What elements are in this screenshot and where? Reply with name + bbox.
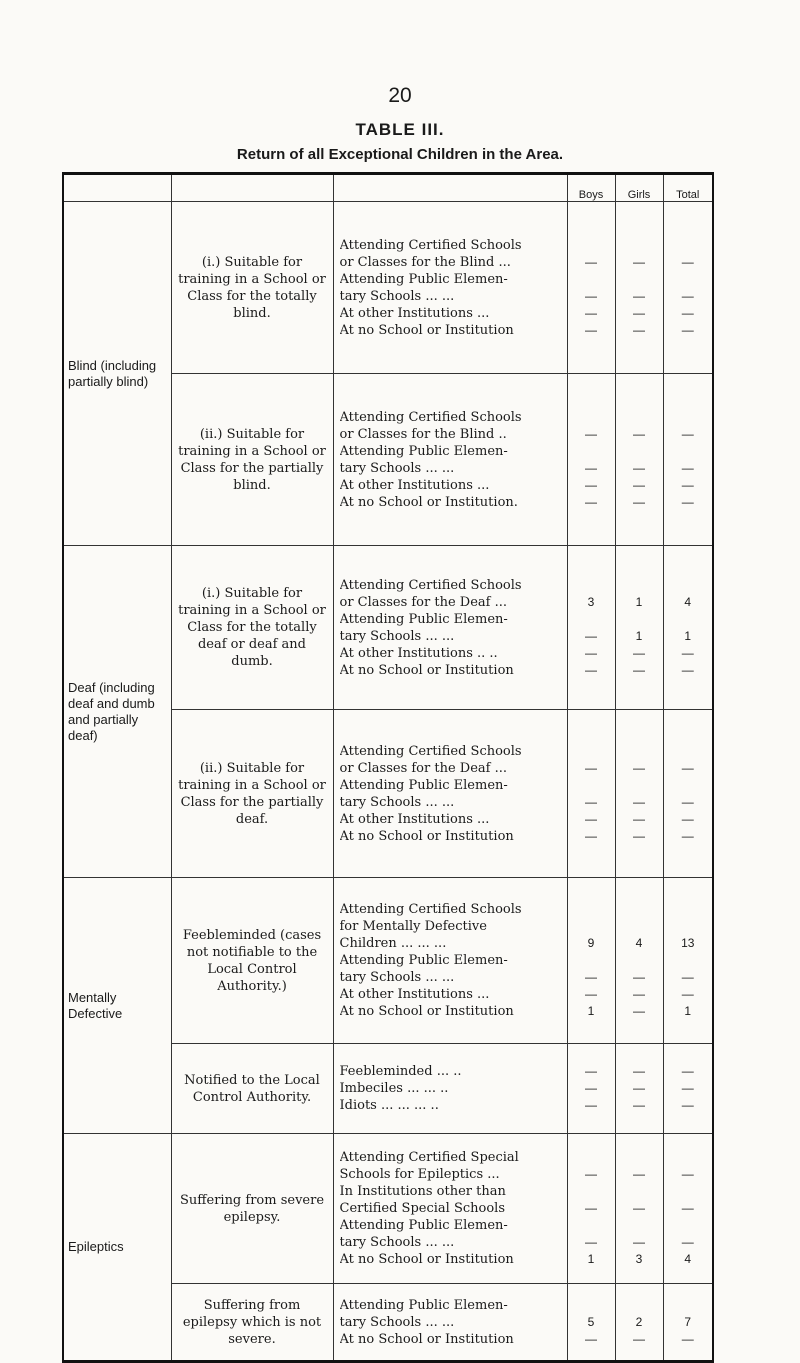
table-row bbox=[63, 1134, 713, 1284]
attendance-line: Attending Public Elemen- bbox=[339, 1297, 508, 1313]
header-row bbox=[63, 174, 713, 202]
attendance-line: Attending Certified Schools bbox=[339, 902, 522, 917]
attendance-line: In Institutions other than bbox=[339, 1184, 506, 1199]
attendance-list bbox=[333, 1134, 567, 1284]
attendance-line: Attending Certified Schools bbox=[339, 743, 522, 759]
attendance-list bbox=[333, 878, 567, 1044]
girls-cell: 1 1 — — bbox=[615, 546, 663, 710]
attendance-list bbox=[333, 1284, 567, 1362]
attendance-line: At other Institutions ... bbox=[339, 477, 490, 493]
attendance-list bbox=[333, 710, 567, 878]
girls-cell: — — — — bbox=[615, 374, 663, 546]
header-girls: Girls bbox=[615, 174, 663, 202]
attendance-line: Attending Public Elemen- bbox=[339, 611, 508, 627]
category-epileptics: Epileptics bbox=[63, 1134, 171, 1362]
attendance-line: At no School or Institution bbox=[339, 1331, 514, 1347]
table-row bbox=[63, 878, 713, 1044]
attendance-line: tary Schools ... ... bbox=[339, 628, 455, 644]
attendance-line: Attending Certified Schools bbox=[339, 409, 522, 425]
attendance-line: tary Schools ... ... bbox=[339, 288, 455, 304]
header-boys: Boys bbox=[567, 174, 615, 202]
category-blind: Blind (including partially blind) bbox=[63, 202, 171, 546]
category-mentally-defective: Mentally Defective bbox=[63, 878, 171, 1134]
girls-cell: — — — 3 bbox=[615, 1134, 663, 1284]
attendance-list bbox=[333, 202, 567, 374]
attendance-line: tary Schools ... ... bbox=[339, 1235, 455, 1250]
condition-severe-epilepsy: Suffering from severe epilepsy. bbox=[171, 1134, 333, 1284]
girls-cell: 4 — — — bbox=[615, 878, 663, 1044]
attendance-line: At other Institutions .. .. bbox=[339, 645, 498, 661]
attendance-line: or Classes for the Deaf ... bbox=[339, 760, 507, 776]
attendance-line: Attending Public Elemen- bbox=[339, 777, 508, 793]
total-cell: — — — — bbox=[663, 374, 713, 546]
header-total: Total bbox=[663, 174, 713, 202]
girls-cell: — — — — bbox=[615, 202, 663, 374]
attendance-line: tary Schools ... ... bbox=[339, 460, 455, 476]
attendance-line: or Classes for the Blind .. bbox=[339, 426, 507, 442]
attendance-line: Idiots ... ... ... .. bbox=[339, 1098, 439, 1113]
attendance-line: Schools for Epileptics ... bbox=[339, 1167, 500, 1182]
boys-cell: — — — — bbox=[567, 710, 615, 878]
attendance-line: Certified Special Schools bbox=[339, 1201, 505, 1216]
boys-cell: — — — bbox=[567, 1044, 615, 1134]
boys-cell: — — — — bbox=[567, 374, 615, 546]
girls-cell: — — — bbox=[615, 1044, 663, 1134]
attendance-line: Imbeciles ... ... .. bbox=[339, 1081, 449, 1096]
attendance-line: Attending Public Elemen- bbox=[339, 271, 508, 287]
attendance-line: At other Institutions ... bbox=[339, 811, 490, 827]
total-cell: 4 1 — — bbox=[663, 546, 713, 710]
header-blank-1 bbox=[63, 174, 171, 202]
boys-cell: — — — — bbox=[567, 202, 615, 374]
attendance-list bbox=[333, 1044, 567, 1134]
total-cell: — — — — bbox=[663, 202, 713, 374]
attendance-line: or Classes for the Blind ... bbox=[339, 254, 511, 270]
boys-cell: — — — 1 bbox=[567, 1134, 615, 1284]
condition-blind-total: (i.) Suitable for training in a School or Class for the totally blind. bbox=[171, 202, 333, 374]
exceptional-children-table bbox=[62, 172, 714, 1363]
attendance-line: At no School or Institution bbox=[339, 1252, 514, 1267]
attendance-line: At no School or Institution. bbox=[339, 494, 518, 510]
attendance-line: tary Schools ... ... bbox=[339, 970, 455, 985]
attendance-line: Attending Public Elemen- bbox=[339, 953, 508, 968]
attendance-line: At no School or Institution bbox=[339, 322, 514, 338]
total-cell: 7 — bbox=[663, 1284, 713, 1362]
condition-notified: Notified to the Local Control Authority. bbox=[171, 1044, 333, 1134]
total-cell: — — — 4 bbox=[663, 1134, 713, 1284]
condition-deaf-total: (i.) Suitable for training in a School or Class for the totally deaf or deaf and dumb. bbox=[171, 546, 333, 710]
boys-cell: 9 — — 1 bbox=[567, 878, 615, 1044]
attendance-line: Children ... ... ... bbox=[339, 936, 447, 951]
condition-feebleminded: Feebleminded (cases not notifiable to the Local Control Authority.) bbox=[171, 878, 333, 1044]
attendance-line: At no School or Institution bbox=[339, 828, 514, 844]
attendance-line: or Classes for the Deaf ... bbox=[339, 594, 507, 610]
attendance-line: At no School or Institution bbox=[339, 662, 514, 678]
attendance-line: Attending Public Elemen- bbox=[339, 443, 508, 459]
table-row bbox=[63, 546, 713, 710]
attendance-line: tary Schools ... ... bbox=[339, 794, 455, 810]
condition-not-severe-epilepsy: Suffering from epilepsy which is not severe. bbox=[171, 1284, 333, 1362]
page-number: 20 bbox=[388, 84, 412, 107]
attendance-list bbox=[333, 546, 567, 710]
attendance-line: Feebleminded ... .. bbox=[339, 1064, 462, 1079]
attendance-line: Attending Certified Special bbox=[339, 1150, 519, 1165]
attendance-line: Attending Certified Schools bbox=[339, 577, 522, 593]
header-blank-2 bbox=[171, 174, 333, 202]
header-blank-3 bbox=[333, 174, 567, 202]
attendance-line: tary Schools ... ... bbox=[339, 1314, 455, 1330]
girls-cell: 2 — bbox=[615, 1284, 663, 1362]
table-subtitle: Return of all Exceptional Children in the Area. bbox=[236, 146, 564, 163]
attendance-line: At no School or Institution bbox=[339, 1004, 514, 1019]
total-cell: — — — bbox=[663, 1044, 713, 1134]
condition-blind-partial: (ii.) Suitable for training in a School or Class for the partially blind. bbox=[171, 374, 333, 546]
attendance-list bbox=[333, 374, 567, 546]
attendance-line: Attending Public Elemen- bbox=[339, 1218, 508, 1233]
attendance-line: At other Institutions ... bbox=[339, 305, 490, 321]
condition-deaf-partial: (ii.) Suitable for training in a School or Class for the partially deaf. bbox=[171, 710, 333, 878]
attendance-line: Attending Certified Schools bbox=[339, 237, 522, 253]
boys-cell: 5 — bbox=[567, 1284, 615, 1362]
category-deaf: Deaf (including deaf and dumb and partially deaf) bbox=[63, 546, 171, 878]
table-row bbox=[63, 202, 713, 374]
total-cell: — — — — bbox=[663, 710, 713, 878]
attendance-line: At other Institutions ... bbox=[339, 987, 490, 1002]
total-cell: 13 — — 1 bbox=[663, 878, 713, 1044]
boys-cell: 3 — — — bbox=[567, 546, 615, 710]
table-title: TABLE III. bbox=[355, 120, 445, 139]
attendance-line: for Mentally Defective bbox=[339, 919, 487, 934]
girls-cell: — — — — bbox=[615, 710, 663, 878]
